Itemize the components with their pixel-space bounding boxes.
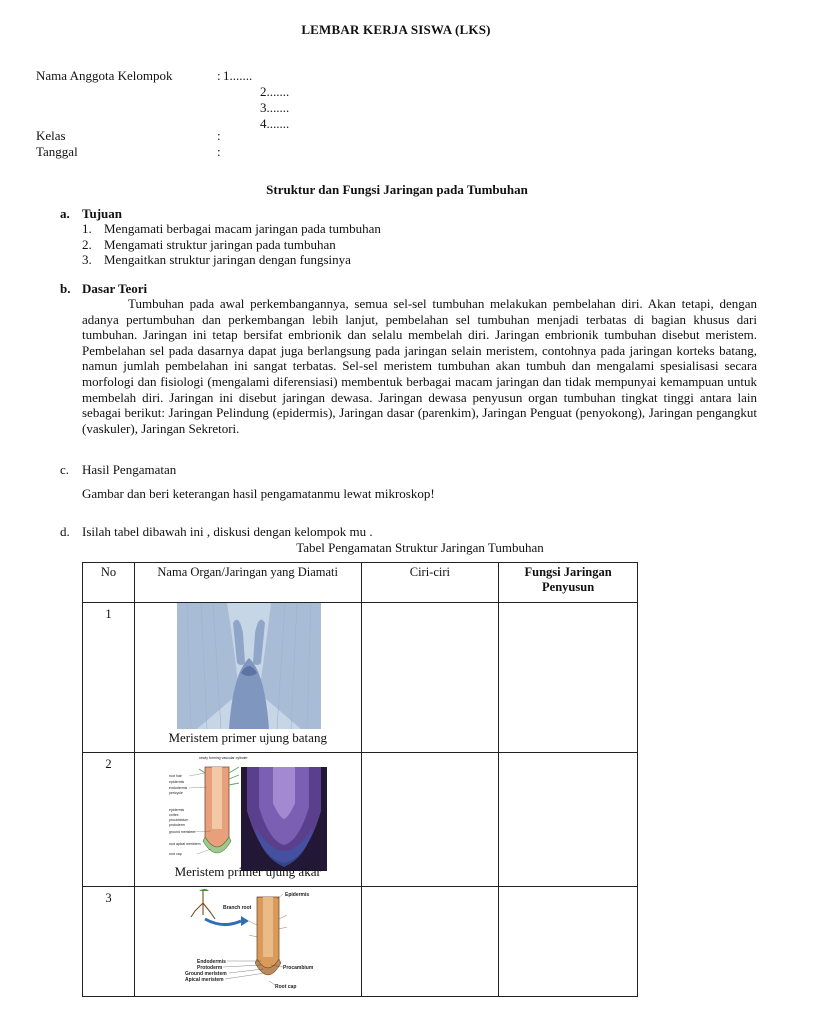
section-d-title: Isilah tabel dibawah ini , diskusi dengan kelompok mu . <box>82 524 373 539</box>
diagram-label: Apical meristem <box>184 977 224 983</box>
diagram-label: Endodermis <box>196 959 226 965</box>
section-c-heading <box>60 462 176 478</box>
section-b-title: Dasar Teori <box>82 281 148 296</box>
section-c-title: Hasil Pengamatan <box>82 462 177 477</box>
table-caption: Tabel Pengamatan Struktur Jaringan Tumbuhan <box>296 540 544 555</box>
organ-caption: Meristem primer ujung akar <box>174 864 321 879</box>
diagram-label: Branch root <box>222 905 252 911</box>
row-number: 2 <box>83 753 135 887</box>
table-row <box>83 753 638 887</box>
section-a-heading <box>60 206 122 222</box>
organ-cell <box>134 753 361 887</box>
diagram-label: ground meristem <box>168 830 196 834</box>
characteristics-cell[interactable] <box>361 753 499 887</box>
date-label: Tanggal <box>36 144 78 159</box>
function-cell[interactable] <box>499 753 638 887</box>
section-b-letter: b. <box>60 281 71 296</box>
worksheet-title: LEMBAR KERJA SISWA (LKS) <box>301 22 491 37</box>
section-d-letter: d. <box>60 524 70 539</box>
member-3-field[interactable]: 3....... <box>260 100 290 115</box>
diagram-label: Root cap <box>274 984 297 990</box>
characteristics-cell[interactable] <box>361 887 499 997</box>
diagram-label: Protoderm <box>196 965 223 971</box>
observation-instruction: Gambar dan beri keterangan hasil pengamatanmu lewat mikroskop! <box>82 486 435 501</box>
organ-cell <box>134 603 361 753</box>
diagram-label: endodermis <box>168 786 188 790</box>
worksheet-subtitle: Struktur dan Fungsi Jaringan pada Tumbuhan <box>266 182 528 197</box>
diagram-label: cortex <box>168 813 179 817</box>
column-header-no: No <box>83 563 135 603</box>
diagram-label: root cap <box>168 852 182 856</box>
list-item: 1. Mengamati berbagai macam jaringan pada tumbuhan <box>82 221 381 236</box>
row-number: 1 <box>83 603 135 753</box>
characteristics-cell[interactable] <box>361 603 499 753</box>
table-row <box>83 603 638 753</box>
member-2-field[interactable]: 2....... <box>260 84 290 99</box>
column-header-function: Fungsi Jaringan Penyusun <box>499 563 638 603</box>
observation-table <box>82 562 638 997</box>
table-header-row <box>83 563 638 603</box>
function-cell[interactable] <box>499 887 638 997</box>
date-colon: : <box>217 144 221 159</box>
diagram-label: epidermis <box>168 780 185 784</box>
diagram-label: root apical meristem <box>168 842 201 846</box>
class-label: Kelas <box>36 128 66 143</box>
function-cell[interactable] <box>499 603 638 753</box>
class-colon: : <box>217 128 221 143</box>
organ-caption: Meristem primer ujung batang <box>168 730 327 745</box>
section-a-letter: a. <box>60 206 70 221</box>
member-4-field[interactable]: 4....... <box>260 116 290 131</box>
members-colon: : <box>217 68 221 83</box>
theory-paragraph: Tumbuhan pada awal perkembangannya, semua sel-sel tumbuhan melakukan pembelahan diri. Akan tetapi, dengan adanya pertumbuhan dan perkembangan lebih lanjut, pembelahan sel tumbuhan menjadi terbatas di bagian khusus dari tumbuhan. Jaringan ini tetap bersifat embrionik dan selalu membelah diri. Jaringan embrionik tumbuhan disebut meristem. Pembelahan sel pada dasarnya dapat juga berlangsung pada jaringan selain meristem, contohnya pada jaringan korteks batang, namun jumlah pembelahan ini sangat terbatas. Sel-sel meristem tumbuhan akan tumbuh dan mengalami spesialisasi secara morfologi dan fisiologi (mengalami diferensiasi) membentuk berbagai macam jaringan dan tidak mempunyai kemampuan untuk membelah diri. Jaringan ini disebut jaringan dewasa. Jaringan dewasa penyusun organ tumbuhan tingkat tinggi antara lain sebagai berikut: Jaringan Pelindung (epidermis), Jaringan dasar (parenkim), Jaringan Penguat (penyokong), Jaringan pengangkut (vaskuler), Jaringan Sekretori. <box>82 296 757 436</box>
column-header-organ: Nama Organ/Jaringan yang Diamati <box>134 563 361 603</box>
diagram-label: procambium <box>168 818 189 822</box>
member-1-field[interactable]: 1....... <box>223 68 253 83</box>
diagram-label: Ground meristem <box>184 971 227 977</box>
diagram-label: pericycle <box>168 791 183 795</box>
section-b-heading <box>60 281 147 297</box>
root-tip-diagram <box>167 753 248 863</box>
list-item: 3. Mengaitkan struktur jaringan dengan fungsinya <box>82 252 351 267</box>
organ-cell <box>134 887 361 997</box>
diagram-label: root hair <box>168 774 182 778</box>
section-d-heading <box>60 524 373 540</box>
row-number: 3 <box>83 887 135 997</box>
diagram-label: protoderm <box>168 823 185 827</box>
objectives-list <box>82 221 381 268</box>
diagram-label: Epidermis <box>284 892 310 898</box>
table-row <box>83 887 638 997</box>
root-tip-micrograph <box>241 767 327 871</box>
root-tissue-diagram <box>183 889 315 991</box>
diagram-label: epidermis <box>168 808 185 812</box>
members-label: Nama Anggota Kelompok <box>36 68 173 83</box>
list-item: 2. Mengamati struktur jaringan pada tumbuhan <box>82 236 336 252</box>
diagram-label: newly forming vascular cylinder <box>198 756 248 760</box>
shoot-apex-micrograph <box>177 603 321 729</box>
diagram-label: Procambium <box>282 965 314 971</box>
column-header-characteristics: Ciri-ciri <box>361 563 499 603</box>
section-a-title: Tujuan <box>82 206 122 221</box>
section-c-letter: c. <box>60 462 70 477</box>
